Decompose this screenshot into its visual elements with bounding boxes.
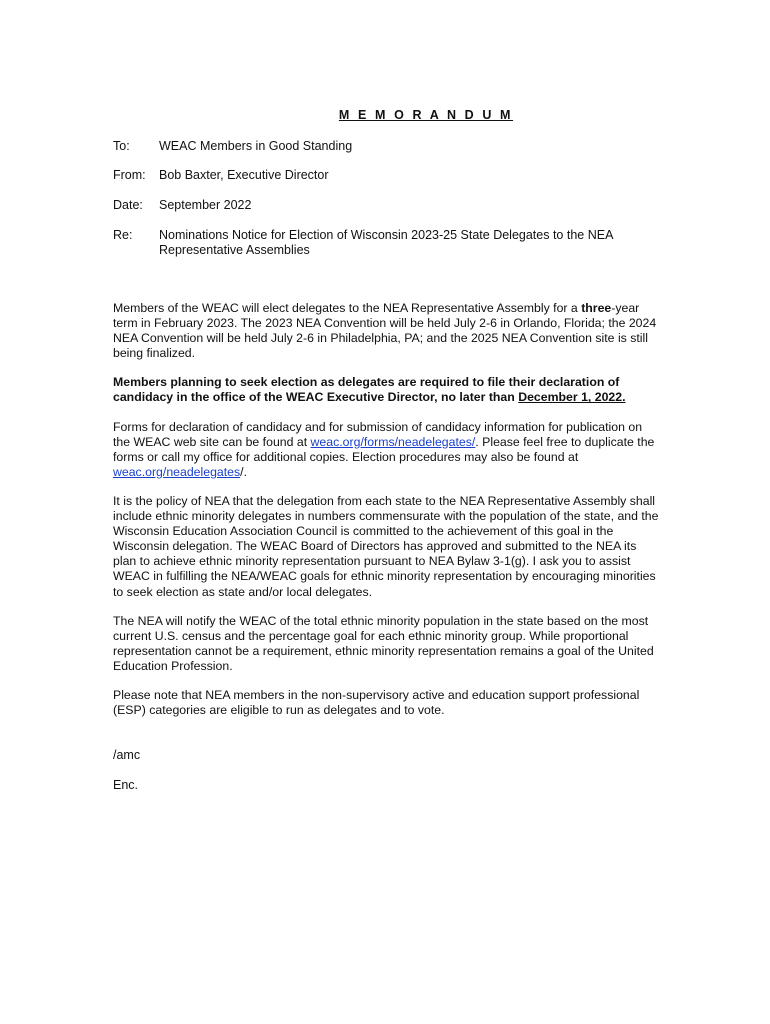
memo-title: M E M O R A N D U M [338,108,514,122]
paragraph-forms: Forms for declaration of candidacy and for submission of candidacy information for publication on the WEAC web site can be found at weac.org/forms/neadelegates/. Please feel free to duplicate the forms or call my office for additional copies. Election procedures may also be found at weac.org/neadelegates/. [113,419,655,479]
initials: /amc [113,748,141,762]
paragraph-deadline: Members planning to seek election as delegates are required to file their declaration of candidacy in the office of the WEAC Executive Director, no later than December 1, 2022. [113,375,626,405]
to-label: To: [113,139,130,153]
forms-link[interactable]: weac.org/forms/neadelegates/ [310,434,476,449]
enclosure-note: Enc. [113,778,139,792]
deadline-date: December 1, 2022. [518,390,626,405]
re-label: Re: [113,228,133,242]
from-value: Bob Baxter, Executive Director [159,168,329,182]
re-value: Nominations Notice for Election of Wisconsin 2023-25 State Delegates to the NEA Representative Assemblies [159,228,613,257]
three-year-emphasis: three [581,301,612,315]
paragraph-eligibility: Please note that NEA members in the non-supervisory active and education support professional (ESP) categories are eligible to run as delegates and to vote. [113,687,640,718]
date-label: Date: [113,198,143,212]
paragraph-policy: It is the policy of NEA that the delegation from each state to the NEA Representative Assembly shall include ethnic minority delegates in numbers commensurate with the population of the state, and the Wisconsin Education Association Council is committed to the achievement of this goal in the Wisconsin delegation. The WEAC Board of Directors has approved and submitted to the NEA its plan to achieve ethnic minority representation pursuant to NEA Bylaw 3-1(g). I ask you to assist WEAC in fulfilling the NEA/WEAC goals for ethnic minority representation by encouraging minorities to seek election as state and/or local delegates. [113,493,659,599]
memo-body [113,301,659,732]
paragraph-census: The NEA will notify the WEAC of the total ethnic minority population in the state based on the most current U.S. census and the percentage goal for each ethnic minority group. While proportional representation cannot be a requirement, ethnic minority representation remains a goal of the United Education Profession. [113,613,654,673]
delegates-link[interactable]: weac.org/neadelegates [113,464,241,479]
from-label: From: [113,168,146,182]
date-value: September 2022 [159,198,252,212]
to-value: WEAC Members in Good Standing [159,139,353,153]
paragraph-election: Members of the WEAC will elect delegates to the NEA Representative Assembly for a three-year term in February 2023. The 2023 NEA Convention will be held July 2-6 in Orlando, Florida; the 2024 NEA Convention will be held July 2-6 in Philadelphia, PA; and the 2025 NEA Convention site is still being finalized. [113,301,657,361]
